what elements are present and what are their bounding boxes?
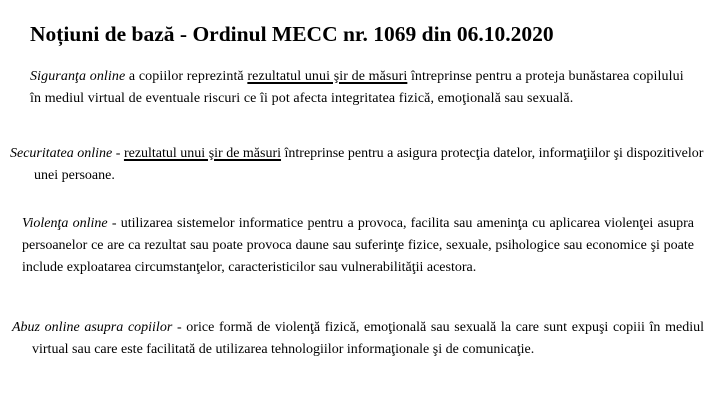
page-title: Noțiuni de bază - Ordinul MECC nr. 1069 din 06.10.2020 bbox=[30, 22, 554, 46]
term-online-security: Securitatea online bbox=[10, 146, 113, 161]
term-online-child-abuse: Abuz online asupra copiilor bbox=[12, 320, 173, 335]
underlined-phrase: rezultatul unui şir de măsuri bbox=[247, 69, 408, 84]
definition-text-after: întreprinse pentru a proteja bunăstarea copilului în mediul virtual de eventuale riscuri ce îi pot afecta integritatea fizică, emoţională sau sexuală. bbox=[30, 69, 684, 106]
definition-text: - utilizarea sistemelor informatice pentru a provoca, facilita sau ameninţa cu aplicarea violenţei asupra persoanelor ce are ca rezultat sau poate provoca daune sau suferinţe fizice, sexuale, psihologice sau economice şi poate include exploatarea circumstanţelor, caracteristicilor sau vulnerabilităţii acestora. bbox=[22, 216, 695, 275]
underlined-phrase: rezultatul unui şir de măsuri bbox=[123, 146, 282, 161]
definition-online-security bbox=[10, 143, 714, 187]
definition-online-child-abuse bbox=[12, 317, 704, 361]
definition-online-safety bbox=[30, 66, 690, 110]
definition-text: - orice formă de violenţă fizică, emoţională sau sexuală la care sunt expuşi copiii în mediul virtual sau care este facilitată de utilizarea tehnologiilor informaţionale şi de comunicaţie. bbox=[32, 320, 704, 357]
definition-text-before: - bbox=[112, 146, 124, 161]
term-online-violence: Violenţa online bbox=[22, 216, 108, 231]
definition-online-violence bbox=[22, 213, 694, 279]
definition-text-before: a copiilor reprezintă bbox=[125, 69, 248, 84]
definition-text-after: întreprinse pentru a asigura protecţia datelor, informaţiilor şi dispozitivelor unei persoane. bbox=[34, 146, 704, 183]
term-online-safety: Siguranţa online bbox=[30, 69, 126, 84]
